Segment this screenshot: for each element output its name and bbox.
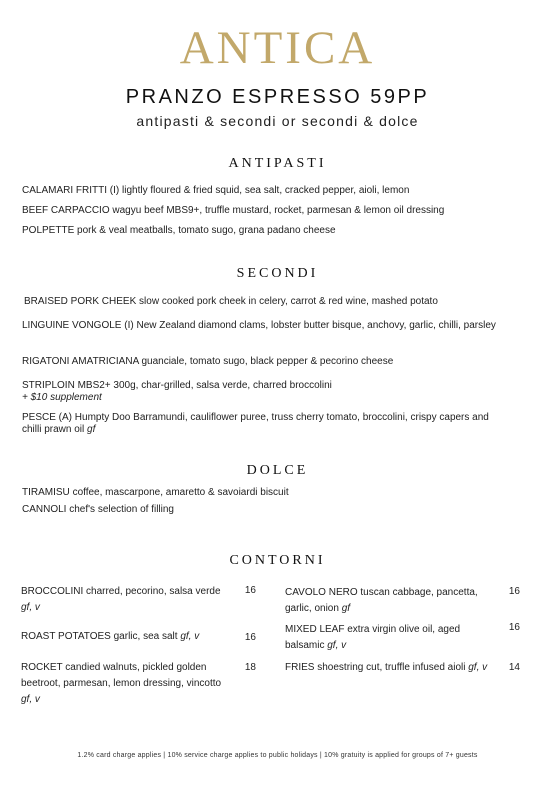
side-name: ROCKET [21,662,63,673]
side-item [285,622,497,654]
dish-item [22,380,512,404]
side-dietary: gf, v [21,694,40,705]
side-name: FRIES [285,662,315,673]
side-price: 14 [508,662,520,673]
dish-name: STRIPLOIN [22,380,75,391]
side-description: shoestring cut, truffle infused aioli [317,662,466,673]
dish-item [24,296,514,308]
side-item [21,584,233,616]
side-name: ROAST POTATOES [21,631,111,642]
dish-item [22,225,512,237]
footer-note: 1.2% card charge applies | 10% service charge applies to public holidays | 10% gratuity is applied for groups of 7+ guests [77,752,478,759]
dish-item [22,504,512,516]
dish-name: CALAMARI FRITTI (I) [22,185,120,196]
dish-item [22,356,512,368]
side-item [285,660,497,676]
dish-dietary: gf [87,424,96,435]
side-dietary: gf, v [180,631,200,642]
dish-name: CANNOLI [22,504,67,515]
dish-description: wagyu beef MBS9+, truffle mustard, rocket, parmesan & lemon oil dressing [112,205,445,216]
side-description: charred, pecorino, salsa verde [86,586,221,597]
dish-supplement: + $10 supplement [22,392,102,403]
restaurant-logo: ANTICA [179,22,376,74]
side-item [285,585,497,617]
dish-item [22,412,502,436]
side-dietary: gf, v [21,602,40,613]
section-heading-dolce: DOLCE [246,463,309,478]
side-price: 18 [244,662,256,673]
dish-item [22,205,512,217]
side-description: extra virgin olive oil, aged balsamic [285,624,461,651]
side-description: candied walnuts, pickled golden beetroot, parmesan, lemon dressing, vincotto [21,662,222,689]
dish-description: chef's selection of filling [69,504,174,515]
side-dietary: gf, v [327,640,347,651]
section-heading-secondi: SECONDI [236,266,319,281]
dish-description: guanciale, tomato sugo, black pepper & pecorino cheese [141,356,394,367]
dish-item [22,487,512,499]
side-price: 16 [508,586,520,597]
dish-description: Humpty Doo Barramundi, cauliflower puree, truss cherry tomato, broccolini, crispy capers and chilli prawn oil [22,412,489,435]
dish-description: New Zealand diamond clams, lobster butter bisque, anchovy, garlic, chilli, parsley [136,320,496,331]
dish-name: PESCE (A) [22,412,73,423]
dish-item [22,320,502,332]
side-item [21,629,233,645]
side-description: tuscan cabbage, pancetta, garlic, onion [285,587,478,614]
dish-name: BEEF CARPACCIO [22,205,110,216]
menu-subtitle: antipasti & secondi or secondi & dolce [136,113,419,129]
side-name: MIXED LEAF [285,624,345,635]
dish-item [22,185,512,197]
side-name: BROCCOLINI [21,586,84,597]
dish-description: pork & veal meatballs, tomato sugo, grana padano cheese [77,225,336,236]
section-heading-contorni: CONTORNI [229,553,326,568]
side-dietary: gf, v [468,662,488,673]
side-dietary: gf [341,603,351,614]
dish-name: TIRAMISU [22,487,70,498]
menu-title: PRANZO ESPRESSO 59PP [125,86,430,108]
dish-name: RIGATONI AMATRICIANA [22,356,139,367]
dish-name: BRAISED PORK CHEEK [24,296,137,307]
side-item [21,660,233,708]
dish-description: coffee, mascarpone, amaretto & savoiardi biscuit [72,487,289,498]
side-price: 16 [244,585,256,596]
dish-name: POLPETTE [22,225,75,236]
section-heading-antipasti: ANTIPASTI [228,156,327,171]
dish-name: LINGUINE VONGOLE (I) [22,320,134,331]
dish-description: lightly floured & fried squid, sea salt, cracked pepper, aioli, lemon [122,185,410,196]
side-price: 16 [244,632,256,643]
side-name: CAVOLO NERO [285,587,358,598]
dish-description: slow cooked pork cheek in celery, carrot & red wine, mashed potato [139,296,438,307]
side-price: 16 [508,622,520,633]
dish-description: MBS2+ 300g, char-grilled, salsa verde, charred broccolini [77,380,332,391]
side-description: garlic, sea salt [113,631,178,642]
